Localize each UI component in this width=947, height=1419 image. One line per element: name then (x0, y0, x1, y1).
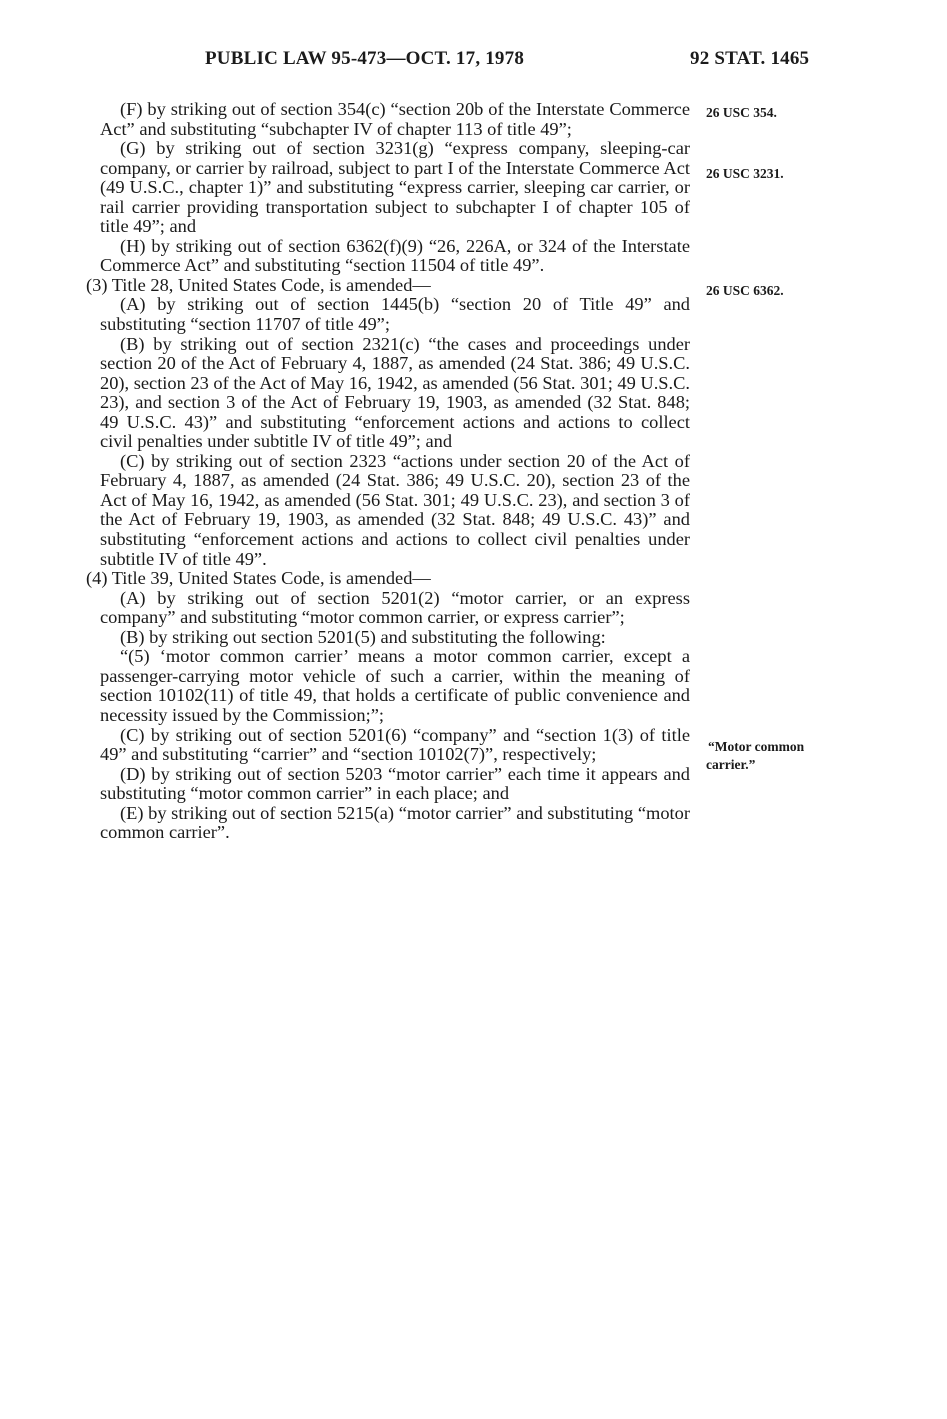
margin-note-26-usc-354: 26 USC 354. (706, 105, 777, 120)
paragraph-3c: (C) by striking out of section 2323 “actions under section 20 of the Act of February 4, 1887, as amended (24 Stat. 386; 49 U.S.C. 20), section 23 of the Act of May 16, 1942, as amended (56 Stat. 301; 49 U.S.C. 23), and section 3 of the Act of February 19, 1903, as amended (32 Stat. 848; 49 U.S.C. 43)” and substituting “enforcement actions and actions to collect civil penalties under subtitle IV of title 49”. (100, 450, 690, 569)
paragraph-f: (F) by striking out of section 354(c) “section 20b of the Interstate Commerce Act” and substituting “subchapter IV of chapter 113 of title 49”; (100, 99, 690, 139)
paragraph-4: (4) Title 39, United States Code, is amended— (86, 568, 431, 589)
paragraph-4d: (D) by striking out of section 5203 “motor carrier” each time it appears and substituting “motor common carrier” in each place; and (100, 763, 690, 804)
paragraph-4a: (A) by striking out of section 5201(2) “motor carrier, or an express company” and substituting “motor common carrier, or express carrier”; (100, 587, 690, 628)
page-header (0, 48, 947, 78)
paragraph-3b: (B) by striking out of section 2321(c) “the cases and proceedings under section 20 of the Act of February 4, 1887, as amended (24 Stat. 386; 49 U.S.C. 20), section 23 of the Act of May 16, 1942, as amended (56 Stat. 301; 49 U.S.C. 23), and section 3 of the Act of February 19, 1903, as amended (32 Stat. 848; 49 U.S.C. 43)” and substituting “enforcement actions and actions to collect civil penalties under subtitle IV of title 49”; and (100, 333, 690, 452)
margin-note-26-usc-3231: 26 USC 3231. (706, 166, 784, 181)
paragraph-h: (H) by striking out of section 6362(f)(9) “26, 226A, or 324 of the Interstate Commerce Act” and substituting “section 11504 of title 49”. (100, 235, 690, 276)
margin-note-motor-common: “Motor common (708, 739, 805, 754)
statute-page-ref: 92 STAT. 1465 (690, 48, 810, 69)
statute-text (86, 99, 690, 843)
running-title: PUBLIC LAW 95-473—OCT. 17, 1978 (205, 48, 525, 69)
margin-note-26-usc-6362: 26 USC 6362. (706, 283, 784, 298)
margin-note-carrier: carrier.” (706, 757, 756, 772)
paragraph-3: (3) Title 28, United States Code, is amended— (86, 274, 431, 295)
quoted-definition: “(5) ‘motor common carrier’ means a motor common carrier, except a passenger-carrying motor vehicle of such a carrier, within the meaning of section 10102(11) of title 49, that holds a certificate of public convenience and necessity issued by the Commission;”; (100, 646, 690, 725)
paragraph-4b: (B) by striking out section 5201(5) and substituting the following: (120, 626, 606, 647)
paragraph-3a: (A) by striking out of section 1445(b) “section 20 of Title 49” and substituting “section 11707 of title 49”; (100, 294, 690, 335)
paragraph-4c: (C) by striking out of section 5201(6) “company” and “section 1(3) of title 49” and substituting “carrier” and “section 10102(7)”, respectively; (100, 724, 690, 765)
paragraph-g: (G) by striking out of section 3231(g) “express company, sleeping-car company, or carrier by railroad, subject to part I of the Interstate Commerce Act (49 U.S.C., chapter 1)” and substituting “express carrier, sleeping car carrier, or rail carrier providing transportation subject to subchapter I of chapter 105 of title 49”; and (100, 138, 690, 237)
paragraph-4e: (E) by striking out of section 5215(a) “motor carrier” and substituting “motor common carrier”. (100, 802, 690, 843)
